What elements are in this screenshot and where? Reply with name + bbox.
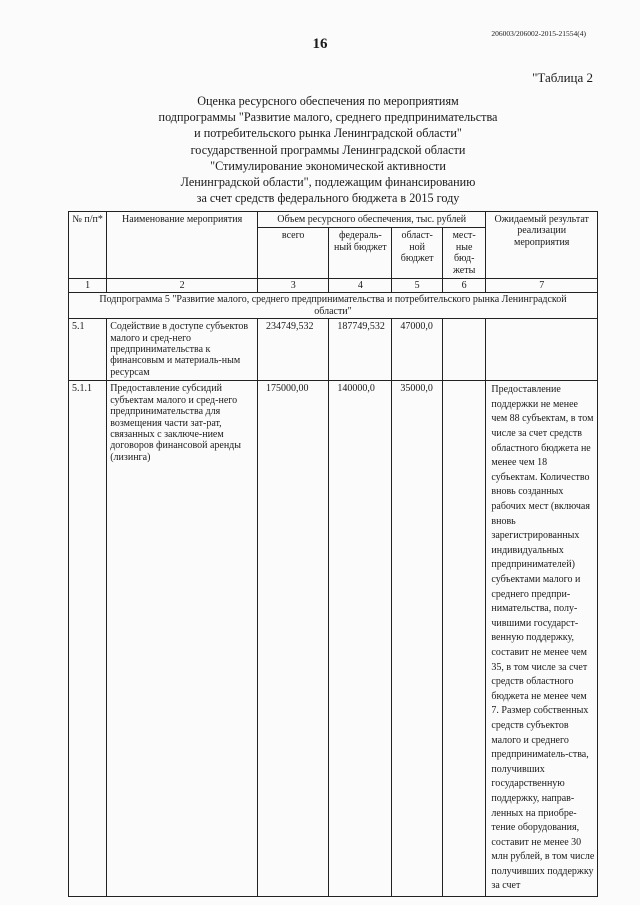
- row-number: 5.1.1: [69, 381, 107, 897]
- header-regional: област-ной бюджет: [392, 228, 443, 279]
- header-local: мест-ные бюд-жеты: [442, 228, 485, 279]
- column-number: 1: [69, 279, 107, 293]
- title-line: и потребительского рынка Ленинградской области": [194, 126, 462, 141]
- title-line: за счет средств федерального бюджета в 2015 году: [196, 191, 460, 206]
- header-result: Ожидаемый результат реализации мероприятия: [486, 212, 598, 279]
- document-id: 206003/206002-2015-21554(4): [491, 29, 586, 38]
- header-total: всего: [258, 228, 329, 279]
- row-result: Предоставление поддержки не менее чем 88 субъектам, в том числе за счет средств областного бюджета не менее чем 18 субъектам. Количество вновь созданных рабочих мест (включая вновь зарегистрированных индивидуальных предпринимателей) субъектами малого и среднего предпри-нимательства, полу-чившими государст-венную поддержку, составит не менее чем 35, в том числе за счет средств областного бюджета не менее чем 7. Размер собственных средств субъектов малого и среднего предпринимatель-ства, получивших государственную поддержку, направ-ленных на приобре-тение оборудования, составит не менее 30 млн рублей, в том числе получивших поддержку за счет: [486, 381, 598, 897]
- title-line: подпрограммы "Развитие малого, среднего предпринимательства: [158, 110, 498, 125]
- column-number: 5: [392, 279, 443, 293]
- row-regional: 47000,0: [392, 319, 443, 381]
- row-local: [442, 381, 485, 897]
- subprogram-row: [69, 293, 598, 319]
- column-number: 6: [442, 279, 485, 293]
- row-federal: 140000,0: [329, 381, 392, 897]
- subprogram-title: Подпрограмма 5 "Развитие малого, среднего предпринимательства и потребительского рынка Ленинградской области": [69, 293, 598, 319]
- row-local: [442, 319, 485, 381]
- column-number: 4: [329, 279, 392, 293]
- header-federal: федераль-ный бюджет: [329, 228, 392, 279]
- title-line: Ленинградской области", подлежащим финансированию: [180, 175, 476, 190]
- table-row: [69, 319, 598, 381]
- row-total: 175000,00: [258, 381, 329, 897]
- row-total: 234749,532: [258, 319, 329, 381]
- title-line: Оценка ресурсного обеспечения по мероприятиям: [197, 94, 459, 108]
- page-number: 16: [312, 36, 328, 52]
- table-label: "Таблица 2: [532, 70, 593, 85]
- title-line: "Стимулирование экономической активности: [210, 158, 446, 173]
- resource-table: [68, 211, 598, 897]
- row-name: Предоставление субсидий субъектам малого и сред-него предпринимательства для возмещения части зат-рат, связанных с заключе-нием договоров финансовой аренды (лизинга): [107, 381, 258, 897]
- document-title: [100, 93, 556, 206]
- header-name: Наименование мероприятия: [107, 212, 258, 279]
- table-row: [69, 381, 598, 897]
- header-volume: Объем ресурсного обеспечения, тыс. рублей: [258, 212, 486, 228]
- title-line: государственной программы Ленинградской области: [190, 142, 466, 157]
- row-result: [486, 319, 598, 381]
- column-numbers-row: [69, 279, 598, 293]
- column-number: 2: [107, 279, 258, 293]
- row-number: 5.1: [69, 319, 107, 381]
- header-num: № п/п*: [69, 212, 107, 279]
- row-name: Содействие в доступе субъектов малого и сред-него предпринимательства к финансовым и материаль-ным ресурсам: [107, 319, 258, 381]
- row-regional: 35000,0: [392, 381, 443, 897]
- row-federal: 187749,532: [329, 319, 392, 381]
- column-number: 3: [258, 279, 329, 293]
- column-number: 7: [486, 279, 598, 293]
